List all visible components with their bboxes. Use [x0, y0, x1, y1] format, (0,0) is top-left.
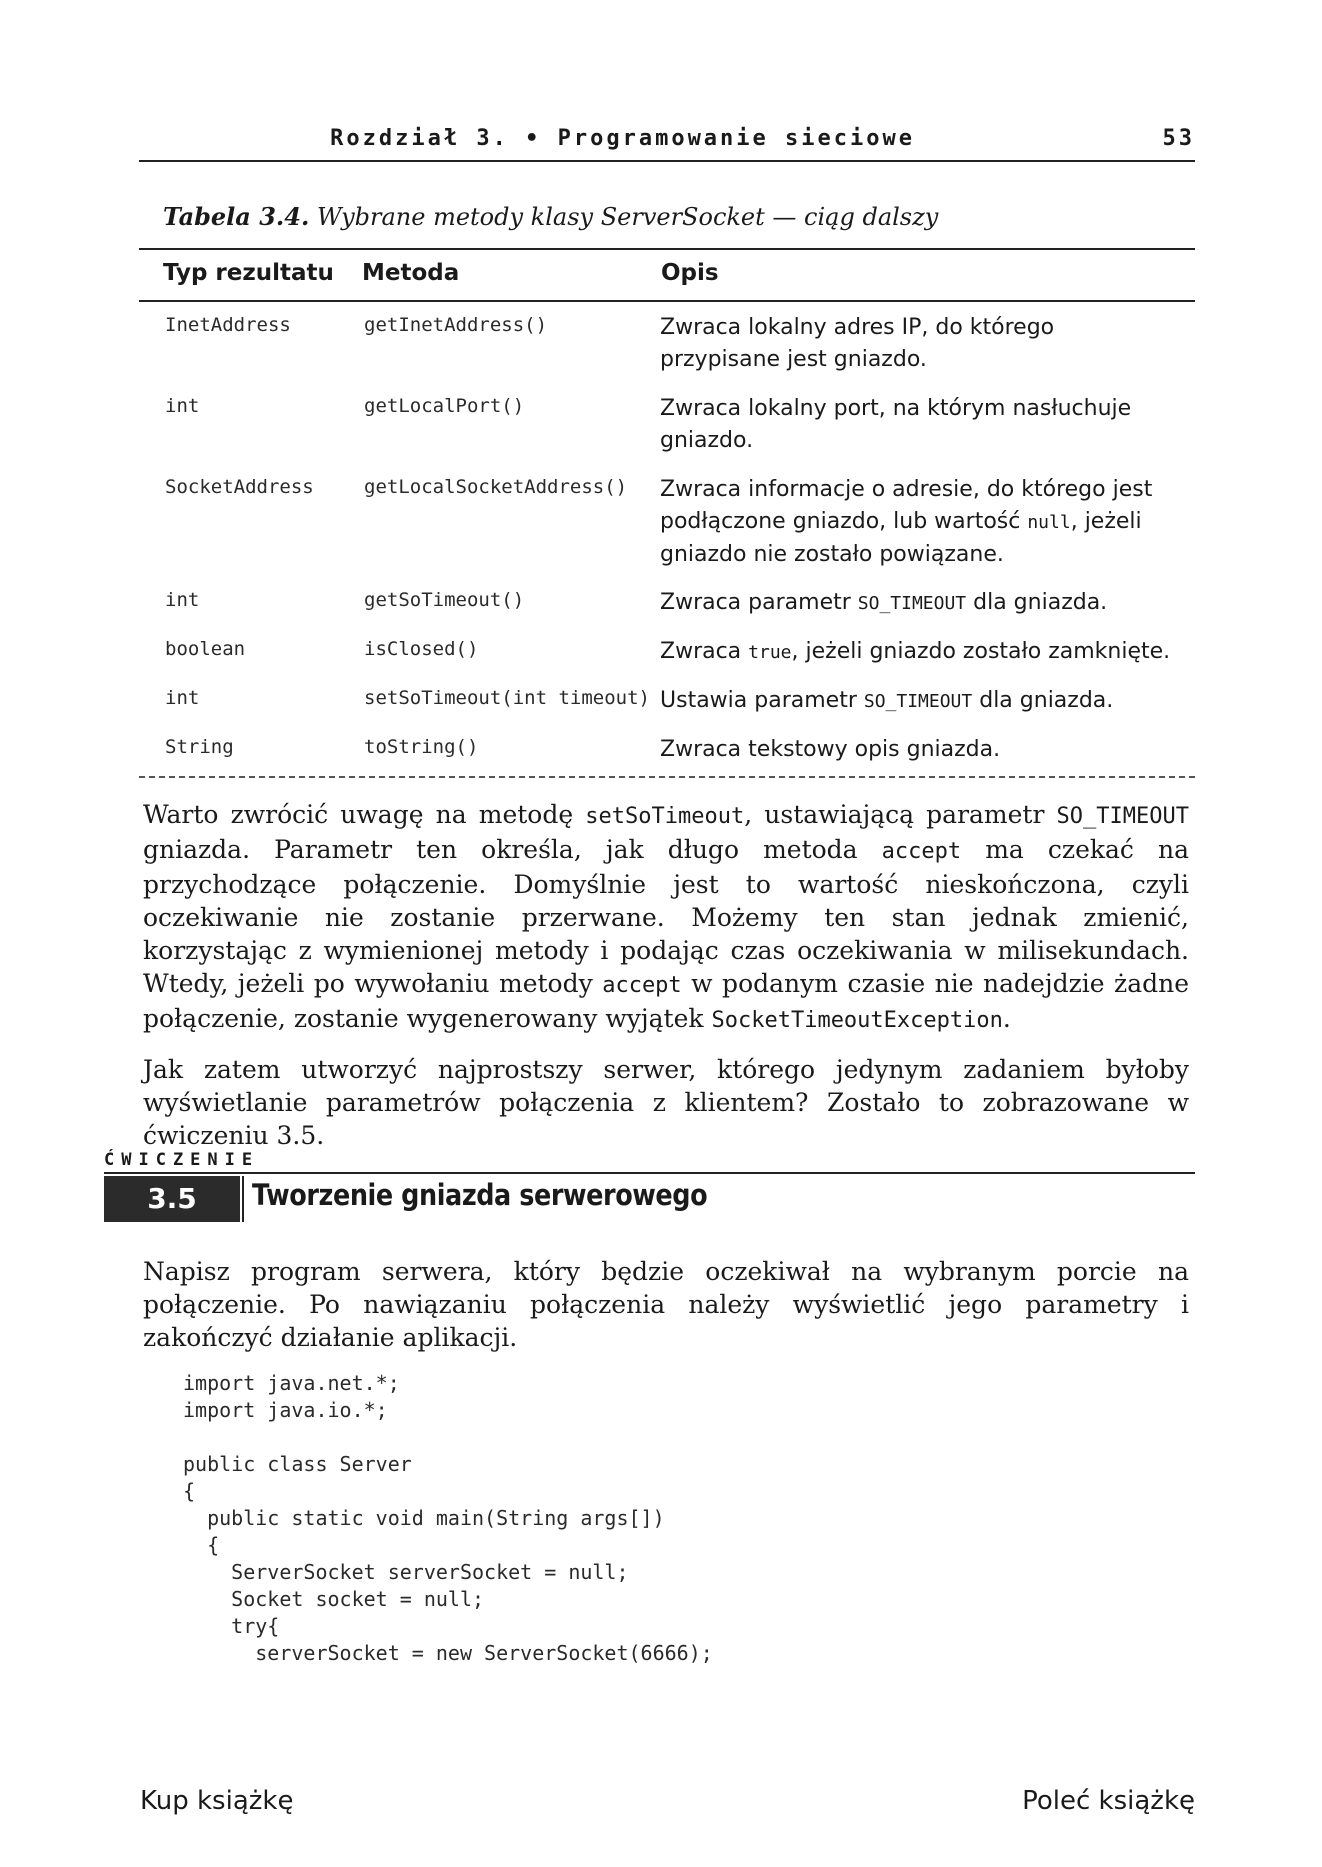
- exercise-text: Napisz program serwera, który będzie oczekiwał na wybranym porcie na połączenie. Po nawiązaniu połączenia należy wyświetlić jego parametry i zakończyć działanie aplikacji.: [143, 1257, 1189, 1352]
- paragraph-text: .: [1002, 1004, 1011, 1033]
- code-line: import java.net.*;: [183, 1371, 400, 1395]
- cell-return-type: InetAddress: [165, 314, 291, 336]
- column-header-description: Opis: [661, 260, 719, 286]
- description-code: null: [1027, 512, 1071, 533]
- code-line: {: [183, 1479, 196, 1503]
- description-text: , jeżeli gniazdo zostało zamknięte.: [791, 639, 1171, 664]
- inline-code: accept: [602, 973, 682, 998]
- column-header-method: Metoda: [362, 260, 460, 286]
- exercise-divider: [104, 1172, 1195, 1174]
- cell-method: isClosed(): [364, 638, 479, 660]
- cell-description: [660, 587, 1180, 620]
- table-caption-label: Tabela 3.4.: [163, 202, 310, 231]
- code-line: import java.io.*;: [183, 1398, 388, 1422]
- description-text: Zwraca informacje o adresie, do którego jest podłączone gniazdo, lub wartość: [660, 477, 1153, 534]
- code-line: ServerSocket serverSocket = null;: [183, 1560, 629, 1584]
- inline-code: SO_TIMEOUT: [1056, 804, 1189, 829]
- table-row: [139, 302, 1195, 383]
- table-row: [139, 675, 1195, 724]
- paragraph-text: gniazda. Parametr ten określa, jak długo metoda: [143, 835, 882, 864]
- cell-method: setSoTimeout(int timeout): [364, 687, 650, 709]
- exercise-label: ĆWICZENIE: [104, 1150, 260, 1170]
- code-line: [183, 1424, 713, 1451]
- inline-code: setSoTimeout: [585, 804, 745, 829]
- body-paragraph: [143, 798, 1189, 1037]
- cell-return-type: int: [165, 589, 200, 611]
- table-row: [139, 577, 1195, 626]
- table-caption-text: Wybrane metody klasy ServerSocket — ciąg dalszy: [316, 203, 939, 231]
- cell-return-type: int: [165, 687, 200, 709]
- paragraph-text: w podanym czasie nie nadejdzie żadne połączenie, zostanie wygenerowany wyjątek: [143, 969, 1189, 1033]
- description-text: Zwraca lokalny port, na którym nasłuchuje gniazdo.: [660, 396, 1132, 453]
- column-header-type: Typ rezultatu: [163, 260, 334, 286]
- description-text: Zwraca lokalny adres IP, do którego przypisane jest gniazdo.: [660, 315, 1055, 372]
- recommend-book-link[interactable]: Poleć książkę: [1022, 1786, 1195, 1816]
- cell-method: toString(): [364, 736, 479, 758]
- exercise-title-divider: [242, 1176, 244, 1222]
- cell-method: getLocalSocketAddress(): [364, 476, 628, 498]
- methods-table: [139, 248, 1195, 778]
- cell-return-type: String: [165, 736, 234, 758]
- table-caption: [163, 202, 938, 231]
- exercise-title: Tworzenie gniazda serwerowego: [252, 1178, 708, 1212]
- cell-return-type: int: [165, 395, 200, 417]
- cell-description: [660, 685, 1180, 718]
- code-line: public static void main(String args[]): [183, 1506, 665, 1530]
- paragraph-text: ma czekać na przychodzące połączenie. Domyślnie jest to wartość nieskończona, czyli oczekiwanie nie zostanie przerwane. Możemy ten stan jednak zmienić, korzystając z wymienionej metody i podając czas oczekiwania w milisekundach. Wtedy, jeżeli po wywołaniu metody: [143, 835, 1190, 998]
- running-header: [139, 120, 1195, 162]
- description-text: dla gniazda.: [972, 688, 1114, 713]
- code-line: public class Server: [183, 1452, 412, 1476]
- paragraph-text: , ustawiającą parametr: [744, 800, 1057, 829]
- code-line: {: [183, 1533, 220, 1557]
- description-code: SO_TIMEOUT: [857, 593, 967, 614]
- cell-method: getSoTimeout(): [364, 589, 525, 611]
- code-listing: [183, 1370, 713, 1667]
- buy-book-link[interactable]: Kup książkę: [140, 1786, 294, 1816]
- cell-return-type: boolean: [165, 638, 246, 660]
- description-text: Zwraca tekstowy opis gniazda.: [660, 737, 1001, 762]
- running-title: Rozdział 3. • Programowanie sieciowe: [330, 126, 915, 151]
- table-row: [139, 464, 1195, 577]
- cell-description: [660, 312, 1180, 376]
- description-text: , jeżeli gniazdo nie zostało powiązane.: [660, 509, 1142, 567]
- cell-description: [660, 474, 1180, 571]
- inline-code: accept: [881, 839, 962, 864]
- table-row: [139, 626, 1195, 675]
- description-text: Zwraca parametr: [660, 590, 858, 615]
- cell-description: [660, 734, 1180, 766]
- table-row: [139, 383, 1195, 464]
- description-code: SO_TIMEOUT: [863, 691, 973, 712]
- description-text: dla gniazda.: [966, 590, 1108, 615]
- description-text: Zwraca: [660, 639, 749, 664]
- description-text: Ustawia parametr: [660, 688, 864, 713]
- cell-method: getLocalPort(): [364, 395, 525, 417]
- cell-return-type: SocketAddress: [165, 476, 314, 498]
- code-line: try{: [183, 1614, 280, 1638]
- paragraph-text: Warto zwrócić uwagę na metodę: [143, 800, 586, 829]
- description-code: true: [748, 642, 792, 663]
- table-row: [139, 724, 1195, 778]
- page-number: 53: [1162, 126, 1195, 151]
- table-header-row: [139, 248, 1195, 302]
- code-line: Socket socket = null;: [183, 1587, 485, 1611]
- inline-code: SocketTimeoutException: [711, 1008, 1003, 1033]
- cell-method: getInetAddress(): [364, 314, 548, 336]
- body-paragraph: Jak zatem utworzyć najprostszy serwer, którego jedynym zadaniem byłoby wyświetlanie parametrów połączenia z klientem? Zostało to zobrazowane w ćwiczeniu 3.5.: [143, 1055, 1189, 1150]
- exercise-number-badge: 3.5: [104, 1176, 240, 1222]
- cell-description: [660, 636, 1180, 669]
- code-line: serverSocket = new ServerSocket(6666);: [183, 1641, 713, 1665]
- cell-description: [660, 393, 1180, 457]
